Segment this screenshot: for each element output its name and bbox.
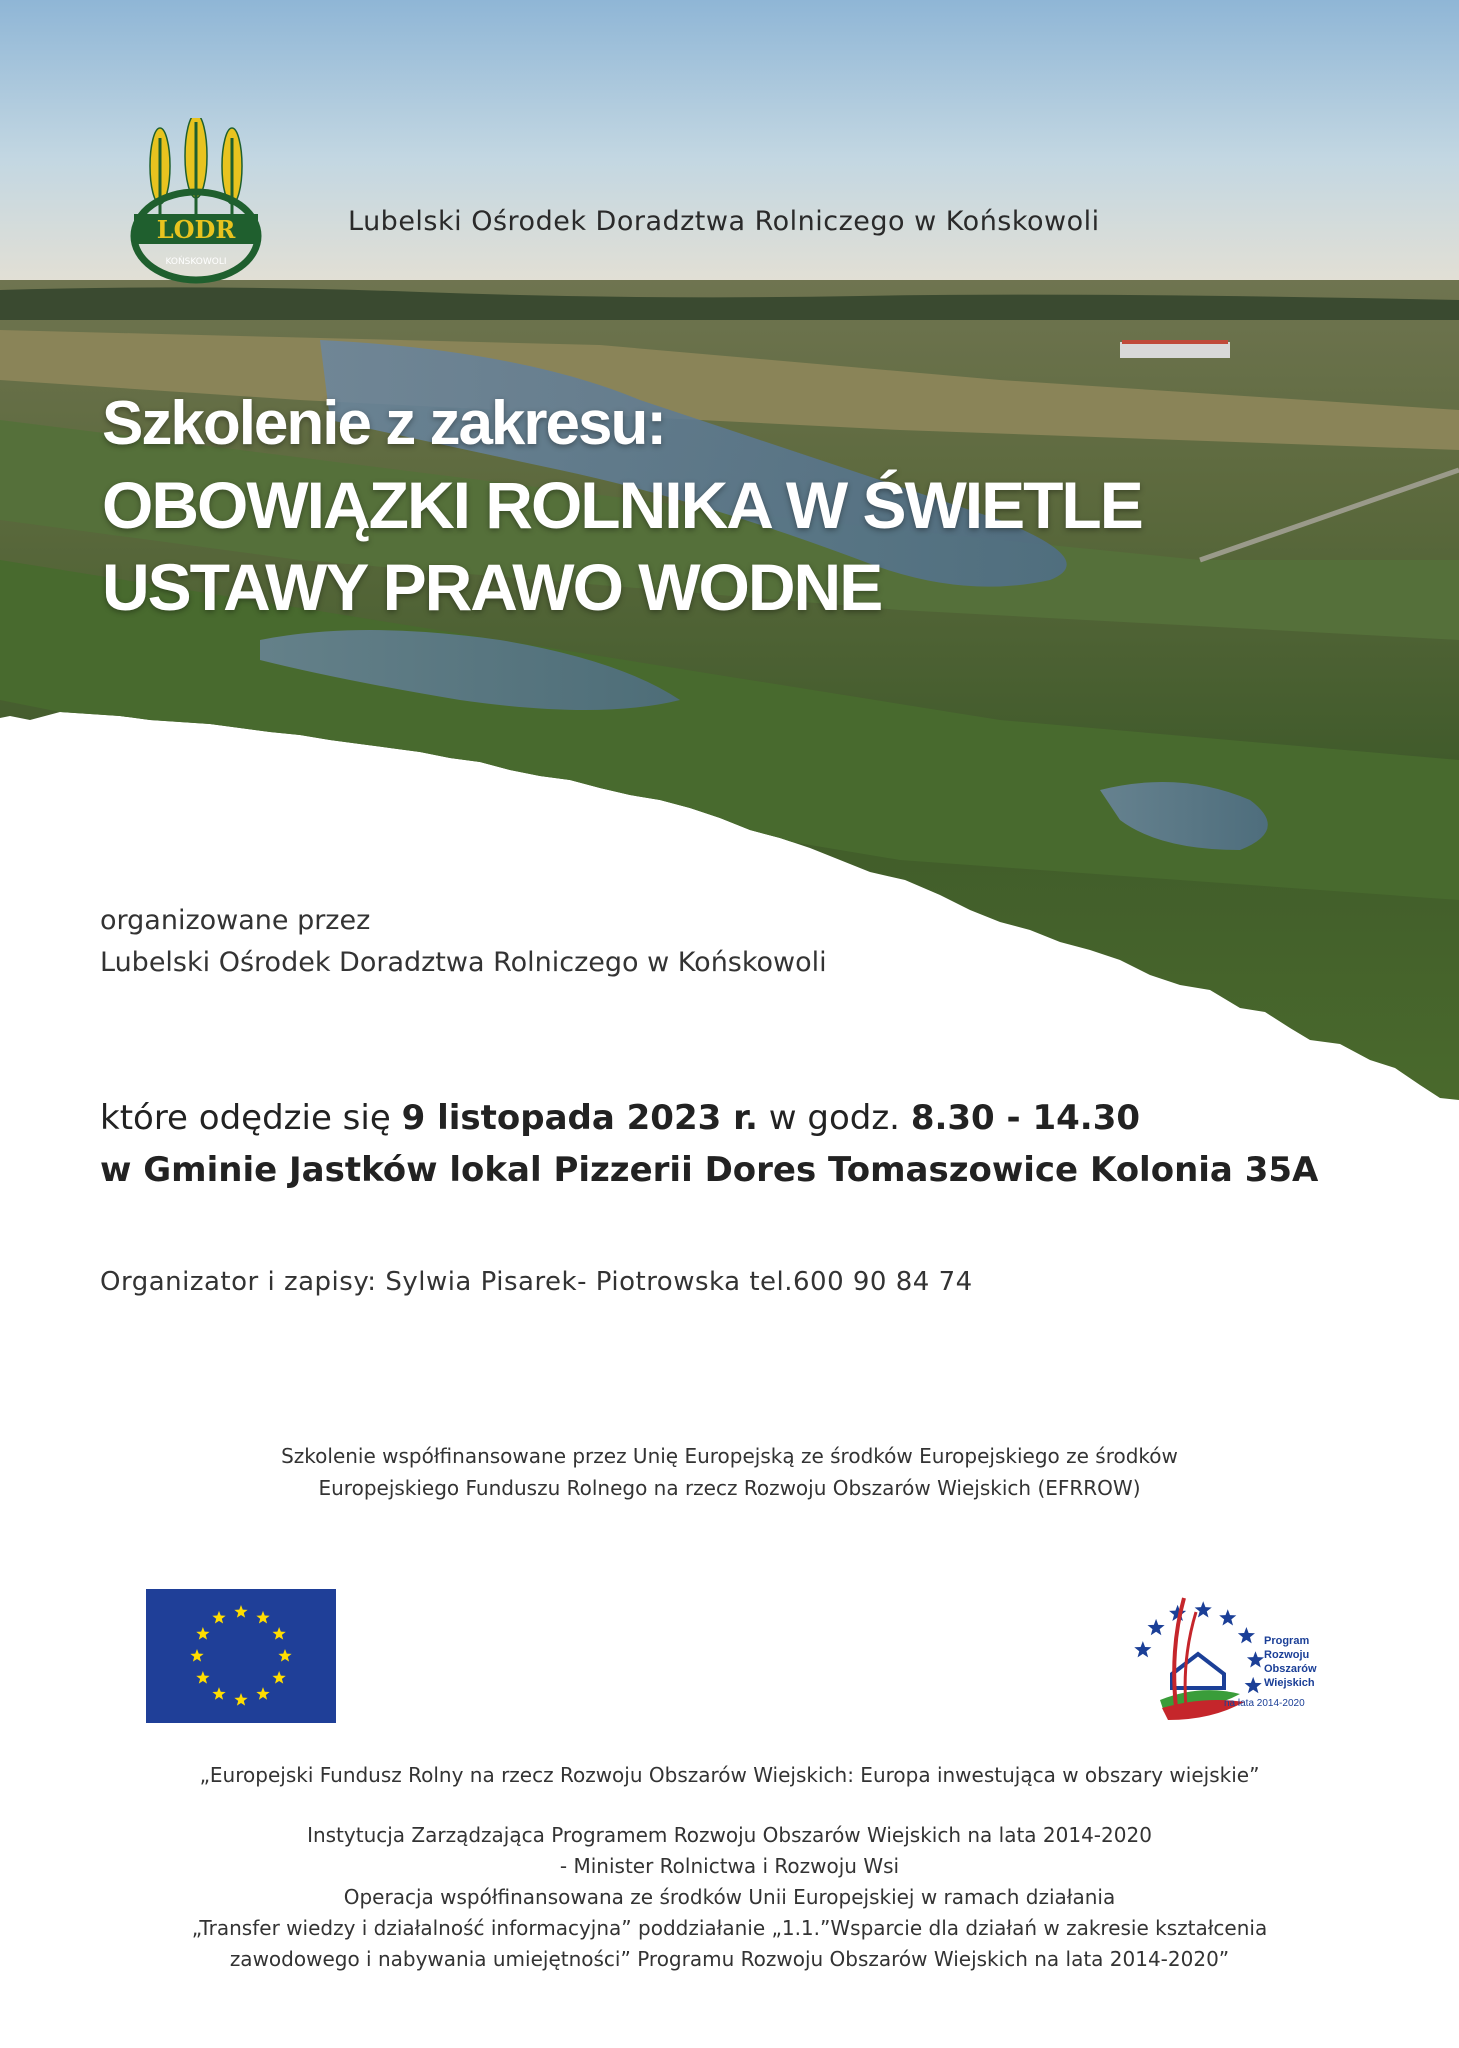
institution-line-1: Instytucja Zarządzająca Programem Rozwoju Obszarów Wiejskich na lata 2014-2020: [307, 1823, 1152, 1847]
prow-star-icon: [1148, 1619, 1165, 1635]
event-time-prefix: w godz.: [768, 1098, 900, 1138]
event-location: w Gminie Jastków lokal Pizzerii Dores Tomaszowice Kolonia 35A: [100, 1150, 1319, 1190]
logo-text: LODR: [156, 215, 236, 244]
cofinance-line-1: Szkolenie współfinansowane przez Unię Europejską ze środków Europejskiego ze środków: [281, 1444, 1178, 1468]
institution-note: [0, 1820, 1459, 1975]
institution-line-2: - Minister Rolnictwa i Rozwoju Wsi: [559, 1854, 900, 1878]
prow-text-4: Wiejskich: [1264, 1677, 1315, 1689]
event-date: 9 listopada 2023 r.: [401, 1098, 758, 1138]
organizer-name: Lubelski Ośrodek Doradztwa Rolniczego w Końskowoli: [100, 947, 827, 978]
prow-star-icon: [1195, 1601, 1212, 1617]
institution-line-4: „Transfer wiedzy i działalność informacyjna” poddziałanie „1.1.”Wsparcie dla działań w zakresie kształcenia: [191, 1916, 1268, 1940]
prow-star-icon: [1245, 1677, 1262, 1693]
prow-star-icon: [1134, 1641, 1151, 1657]
lodr-logo: [130, 118, 262, 288]
cofinance-note: [0, 1440, 1459, 1504]
prow-star-icon: [1219, 1609, 1236, 1625]
prow-text-1: Program: [1264, 1635, 1310, 1647]
logo-subtext: KOŃSKOWOLI: [165, 257, 227, 267]
event-date-line: [100, 1092, 1318, 1144]
contact-info: Organizator i zapisy: Sylwia Pisarek- Piotrowska tel.600 90 84 74: [100, 1267, 973, 1297]
title-line-1: Szkolenie z zakresu:: [102, 389, 666, 458]
title-line-2: OBOWIĄZKI ROLNIKA W ŚWIETLE: [102, 468, 1142, 542]
event-prefix: które odędzie się: [100, 1098, 391, 1138]
fund-quote: „Europejski Fundusz Rolny na rzecz Rozwoju Obszarów Wiejskich: Europa inwestująca w obszary wiejskie”: [199, 1763, 1260, 1787]
title-line-3: USTAWY PRAWO WODNE: [102, 550, 882, 624]
eu-flag-icon: [146, 1589, 336, 1723]
cofinance-line-2: Europejskiego Funduszu Rolnego na rzecz Rozwoju Obszarów Wiejskich (EFRROW): [318, 1476, 1141, 1500]
prow-text-3: Obszarów: [1264, 1663, 1317, 1675]
organized-by: [100, 900, 827, 984]
institution-line-3: Operacja współfinansowana ze środków Unii Europejskiej w ramach działania: [343, 1885, 1116, 1909]
prow-star-icon: [1238, 1627, 1255, 1643]
wheat-ears-icon: [150, 118, 242, 218]
prow-logo: [1120, 1588, 1340, 1738]
prow-text-5: na lata 2014-2020: [1224, 1698, 1305, 1709]
event-details: [100, 1092, 1318, 1196]
prow-text-2: Rozwoju: [1264, 1649, 1310, 1661]
page-title: [102, 384, 1142, 628]
prow-star-icon: [1247, 1651, 1264, 1667]
event-time: 8.30 - 14.30: [910, 1098, 1141, 1138]
header-organization: Lubelski Ośrodek Doradztwa Rolniczego w Końskowoli: [348, 206, 1100, 237]
institution-line-5: zawodowego i nabywania umiejętności” Programu Rozwoju Obszarów Wiejskich na lata 2014-2020”: [229, 1947, 1230, 1971]
organized-label: organizowane przez: [100, 905, 371, 936]
